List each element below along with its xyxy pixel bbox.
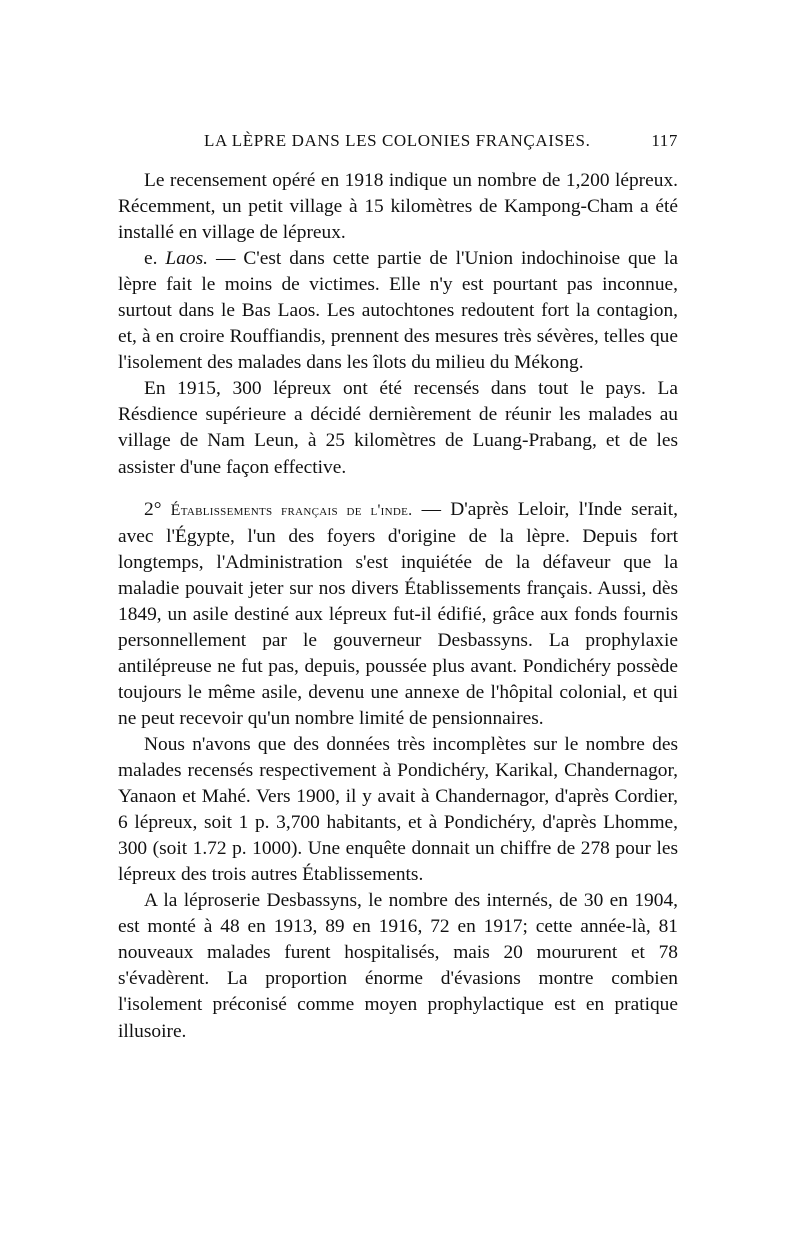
paragraph-laos	[118, 246, 678, 376]
paragraph-inde-census: Nous n'avons que des données très incomplètes sur le nombre des malades recensés respectivement à Pondichéry, Karikal, Chandernagor, Yanaon et Mahé. Vers 1900, il y avait à Chandernagor, d'après Cordier, 6 lépreux, soit 1 p. 3,700 habitants, et à Pondichéry, d'après Lhomme, 300 (soit 1.72 p. 1000). Une enquête donnait un chiffre de 278 pour les lépreux des trois autres Établissements.	[118, 733, 678, 886]
paragraph-laos-text: — C'est dans cette partie de l'Union indochinoise que la lèpre fait le moins de victimes. Elle n'y est pourtant pas inconnue, surtout dans le Bas Laos. Les autochtones redoutent fort la contagion, et, à en croire Rouffiandis, prennent des mesures très sévères, telles que l'isolement des malades dans les îlots du milieu du Mékong.	[118, 248, 678, 374]
running-title: LA LÈPRE DANS LES COLONIES FRANÇAISES.	[204, 131, 591, 150]
page-number: 117	[651, 131, 678, 150]
paragraph-laos-census: En 1915, 300 lépreux ont été recensés dans tout le pays. La Résdience supérieure a décidé dernièrement de réunir les malades au village de Nam Leun, à 25 kilomètres de Luang-Prabang, et de les assister d'une façon effective.	[118, 378, 678, 478]
section-title-inde: Établissements français de l'inde.	[170, 501, 413, 519]
running-header	[118, 131, 678, 157]
subsection-title-laos: Laos.	[165, 248, 208, 270]
paragraph-leproserie: A la léproserie Desbassyns, le nombre des internés, de 30 en 1904, est monté à 48 en 1913, 89 en 1916, 72 en 1917; cette année-là, 81 nouveaux malades furent hospitalisés, mais 20 moururent et 78 s'évadèrent. La proportion énorme d'évasions montre combien l'isolement préconisé comme moyen prophylactique est en pratique illusoire.	[118, 890, 678, 1042]
paragraph-inde	[118, 497, 678, 732]
section-gap	[118, 481, 678, 497]
subsection-letter: e.	[144, 248, 166, 270]
paragraph-cambodia-census: Le recensement opéré en 1918 indique un nombre de 1,200 lépreux. Récemment, un petit village à 15 kilomètres de Kampong-Cham a été installé en village de lépreux.	[118, 170, 678, 244]
paragraph-inde-text: — D'après Leloir, l'Inde serait, avec l'Égypte, l'un des foyers d'origine de la lèpre. Depuis fort longtemps, l'Administration s'est inquiétée de la défaveur que la maladie pouvait jeter sur nos divers Établissements français. Aussi, dès 1849, un asile destiné aux lépreux fut-il édifié, grâce aux fonds fournis personnellement par le gouverneur Desbassyns. La prophylaxie antilépreuse ne fut pas, depuis, poussée plus avant. Pondichéry possède toujours le même asile, devenu une annexe de l'hôpital colonial, et qui ne peut recevoir qu'un nombre limité de pensionnaires.	[118, 498, 678, 729]
body-text	[118, 168, 678, 1045]
section-number: 2°	[144, 498, 171, 520]
